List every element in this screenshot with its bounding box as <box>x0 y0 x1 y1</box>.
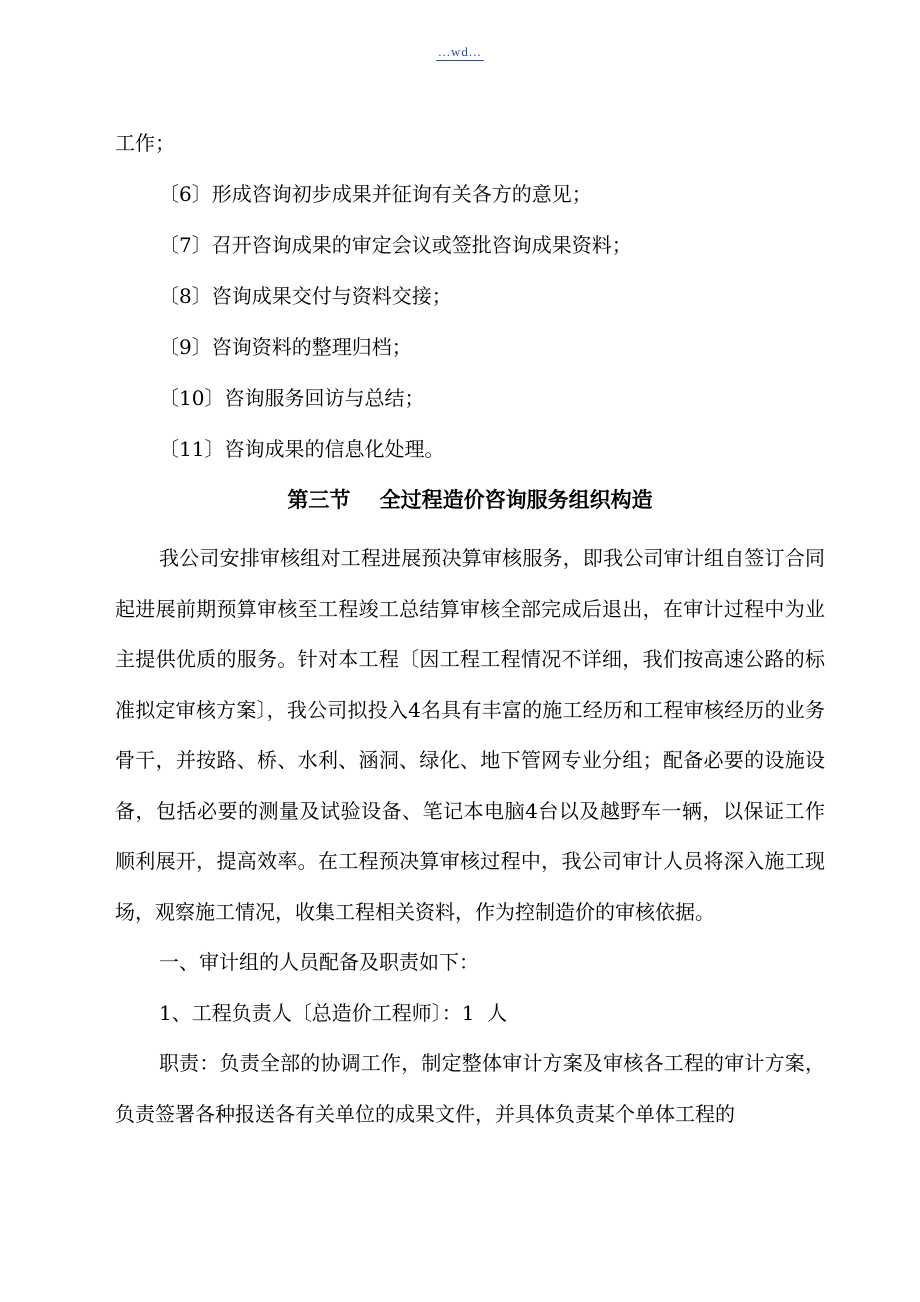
header-mark-text: ...wd... <box>438 44 482 59</box>
body-paragraph-2: 职责：负责全部的协调工作，制定整体审计方案及审核各工程的审计方案，负责签署各种报送各有关单位的成果文件，并具体负责某个单体工程的 <box>115 1051 825 1126</box>
list-item-10: 〔10〕咨询服务回访与总结； <box>159 386 425 410</box>
list-item-9: 〔9〕咨询资料的整理归档； <box>159 335 412 359</box>
list-item-7: 〔7〕召开咨询成果的审定会议或签批咨询成果资料； <box>159 233 632 257</box>
section-title: 第三节 全过程造价咨询服务组织构造 <box>287 488 653 512</box>
subheading-project-lead: 1、工程负责人〔总造价工程师〕：1 人 <box>159 1000 508 1025</box>
list-item-8: 〔8〕咨询成果交付与资料交接； <box>159 284 452 308</box>
body-paragraph-1: 我公司安排审核组对工程进展预决算审核服务，即我公司审计组自签订合同起进展前期预算审核至工程竣工总结算审核全部完成后退出，在审计过程中为业主提供优质的服务。针对本工程〔因工程工程情况不详细，我们按高速公路的标准拟定审核方案〕，我公司拟投入4名具有丰富的施工经历和工程审核经历的业务骨干，并按路、桥、水利、涵洞、绿化、地下管网专业分组；配备必要的设施设备，包括必要的测量及试验设备、笔记本电脑4台以及越野车一辆，以保证工作顺利展开，提高效率。在工程预决算审核过程中，我公司审计人员将深入施工现场，观察施工情况，收集工程相关资料，作为控制造价的审核依据。 <box>115 546 825 924</box>
list-item-6: 〔6〕形成咨询初步成果并征询有关各方的意见； <box>159 182 592 206</box>
document-body <box>115 118 825 1139</box>
page-header-mark <box>0 44 920 60</box>
subheading-staffing: 一、审计组的人员配备及职责如下： <box>159 950 479 974</box>
list-item-11: 〔11〕咨询成果的信息化处理。 <box>159 437 445 461</box>
list-continuation: 工作； <box>115 131 175 155</box>
